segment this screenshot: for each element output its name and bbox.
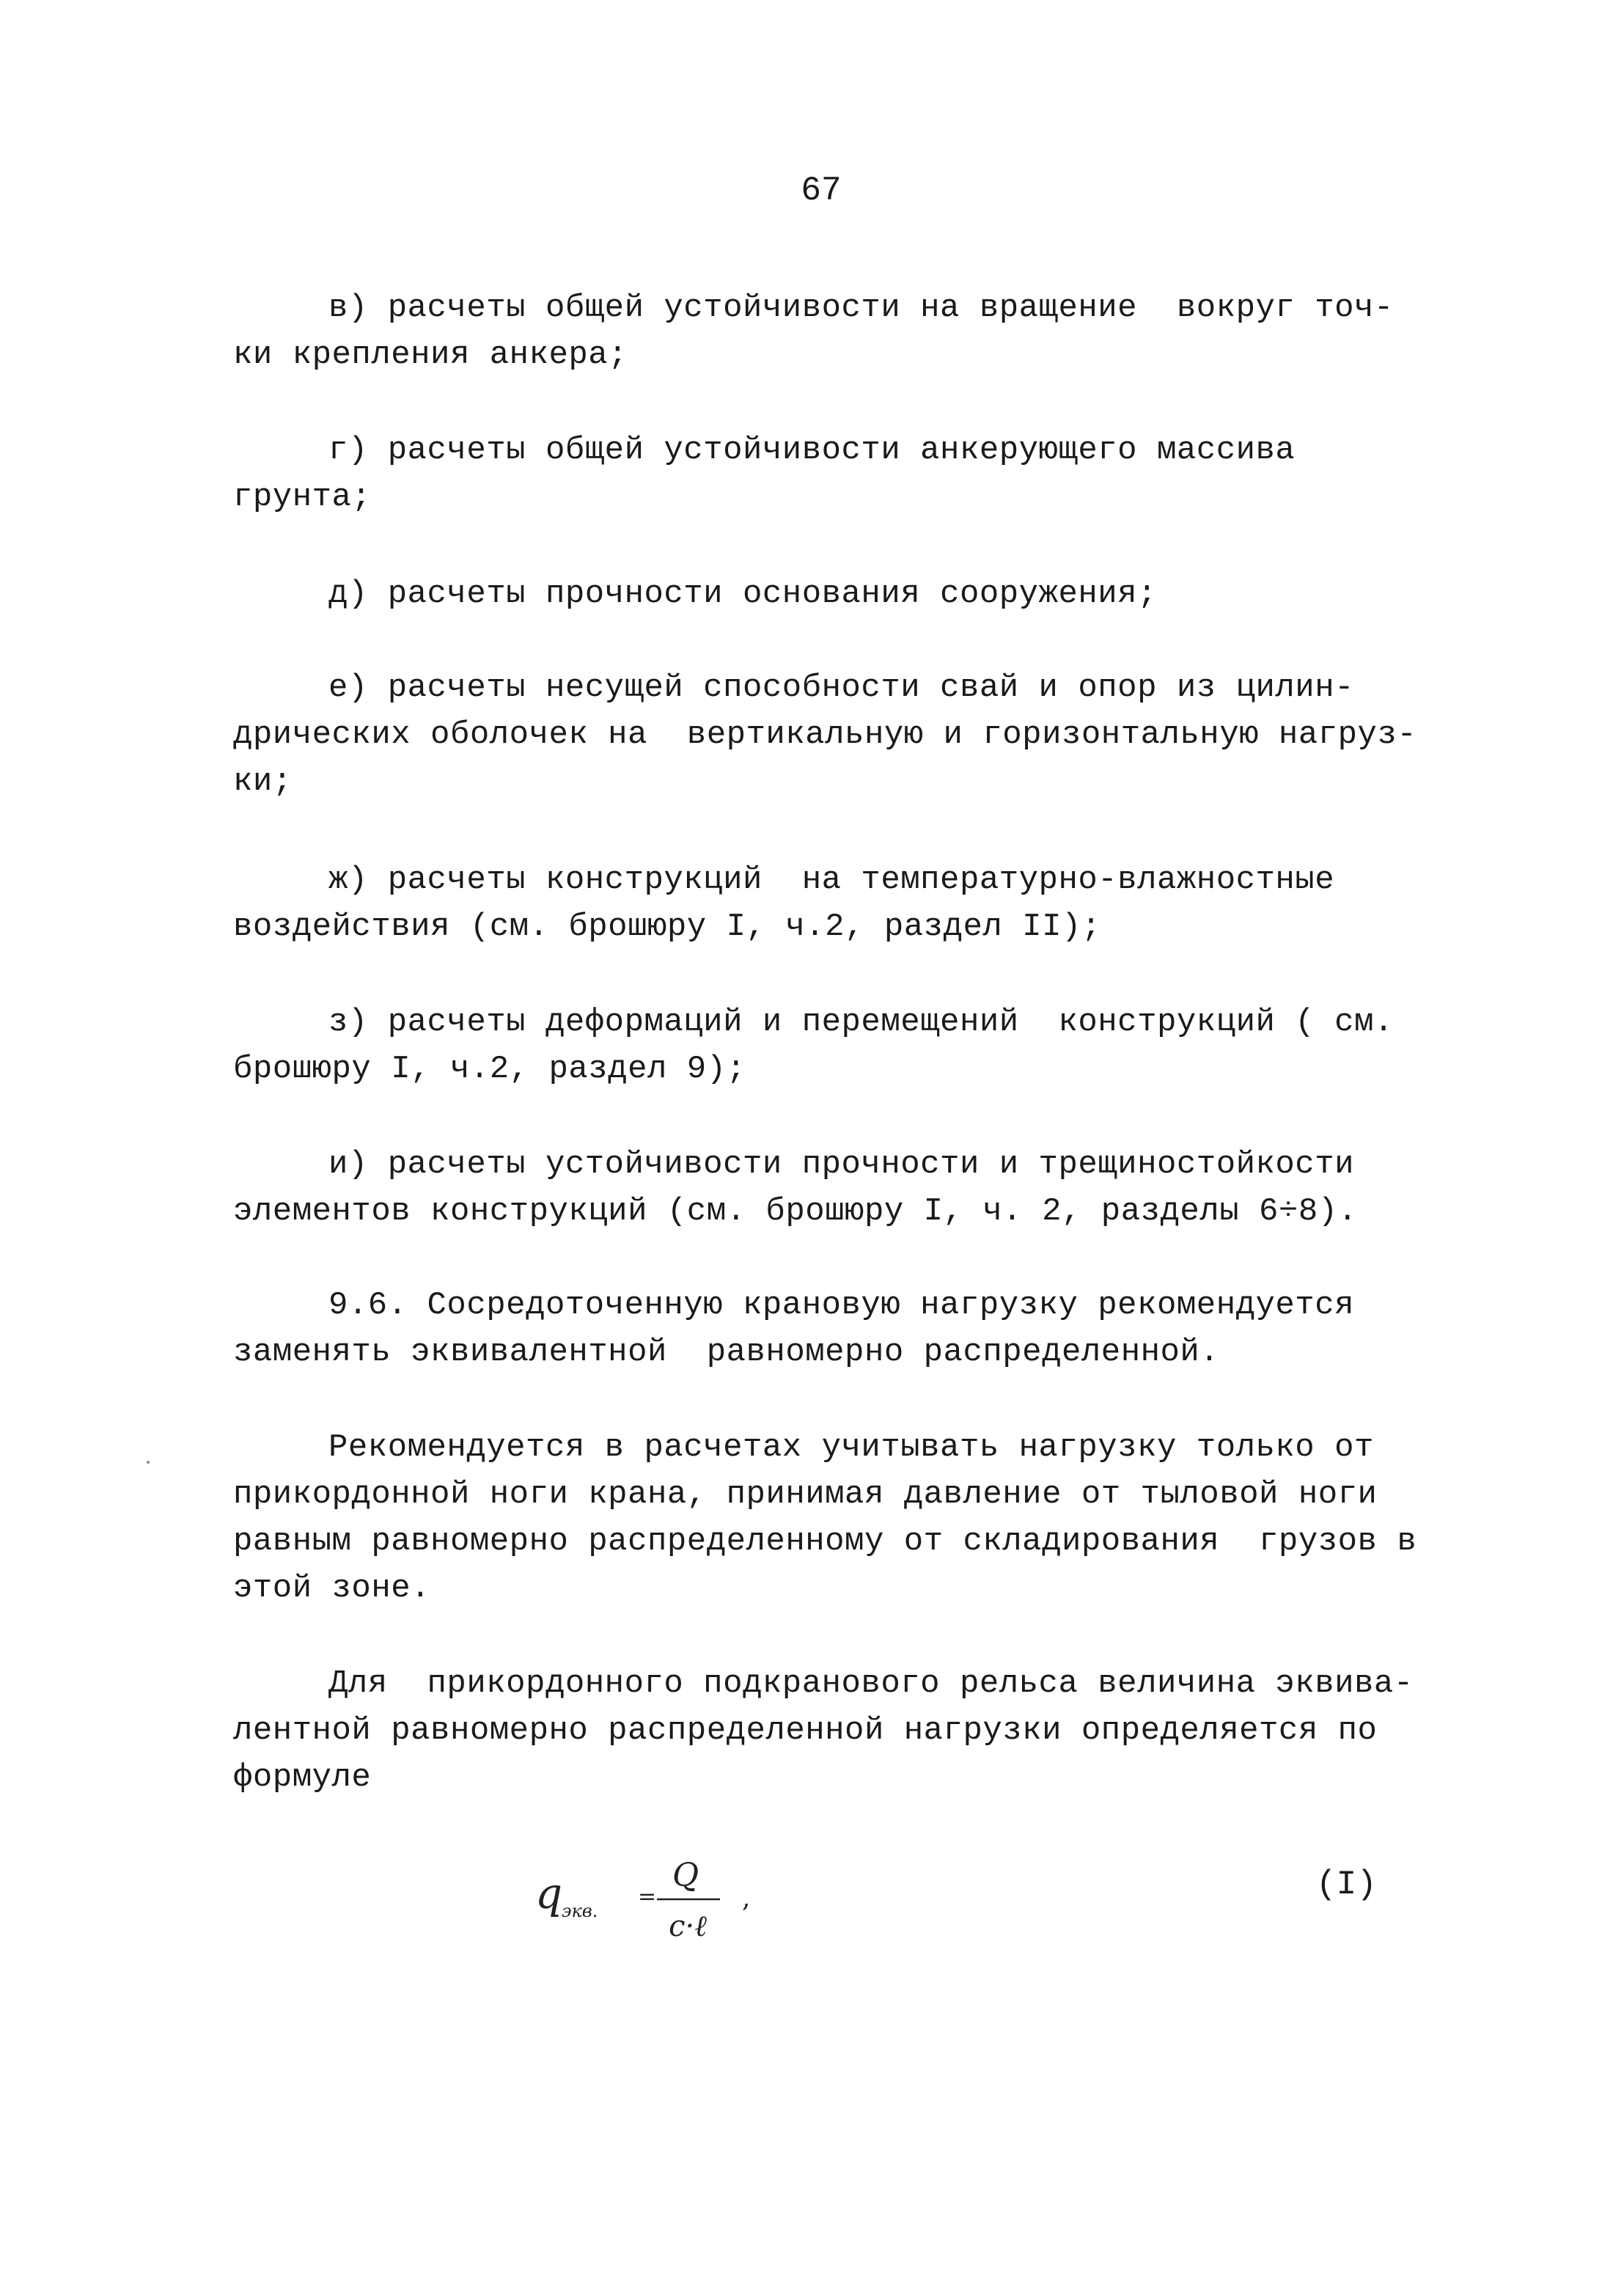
text-line: грунта; xyxy=(233,479,372,516)
text-line: Для прикордонного подкранового рельса величина эквива- xyxy=(328,1665,1414,1702)
formula-lhs-subscript: экв. xyxy=(562,1901,598,1921)
text-line: 9.6. Сосредоточенную крановую нагрузку рекомендуется xyxy=(328,1287,1355,1324)
text-line: ки крепления анкера; xyxy=(233,337,628,373)
formula-numerator: Q xyxy=(672,1857,699,1894)
list-item-v xyxy=(233,285,1392,378)
text-line: г) расчеты общей устойчивости анкерующего массива xyxy=(328,432,1296,469)
list-item-d xyxy=(233,571,1392,617)
text-line: элементов конструкций (см. брошюру I, ч. 2, разделы 6÷8). xyxy=(233,1193,1358,1230)
text-line: дрических оболочек на вертикальную и горизонтальную нагруз- xyxy=(233,716,1417,753)
margin-mark xyxy=(147,1461,150,1464)
paragraph-formula-intro xyxy=(233,1660,1414,1801)
formula-lhs: q xyxy=(535,1868,563,1918)
formula-denominator: c·ℓ xyxy=(669,1910,707,1943)
list-item-i xyxy=(233,1141,1392,1235)
paragraph-9-6 xyxy=(233,1282,1392,1376)
equation-number: (I) xyxy=(1316,1866,1377,1904)
text-line: прикордонной ноги крана, принимая давление от тыловой ноги xyxy=(233,1476,1378,1513)
list-item-g xyxy=(233,427,1392,521)
text-line: заменять эквивалентной равномерно распределенной. xyxy=(233,1334,1220,1371)
formula-equals: = xyxy=(638,1884,657,1910)
text-line: лентной равномерно распределенной нагрузки определяется по xyxy=(233,1712,1378,1749)
text-line: равным равномерно распределенному от складирования грузов в xyxy=(233,1523,1417,1560)
list-item-zh xyxy=(233,857,1392,950)
paragraph-recommendation xyxy=(233,1424,1417,1612)
list-item-z xyxy=(233,999,1392,1093)
text-line: Рекомендуется в расчетах учитывать нагрузку только от xyxy=(328,1429,1374,1466)
formula xyxy=(528,1841,865,1958)
text-line: з) расчеты деформаций и перемещений конструкций ( см. xyxy=(328,1004,1394,1041)
formula-svg xyxy=(528,1841,865,1958)
text-line: ки; xyxy=(233,763,293,800)
text-line: ж) расчеты конструкций на температурно-влажностные xyxy=(328,862,1335,898)
page-number: 67 xyxy=(801,172,842,210)
text-line: формуле xyxy=(233,1759,372,1796)
text-line: брошюру I, ч.2, раздел 9); xyxy=(233,1051,746,1088)
text-line: и) расчеты устойчивости прочности и трещиностойкости xyxy=(328,1146,1355,1183)
text-line: д) расчеты прочности основания сооружения; xyxy=(328,576,1157,612)
text-line: воздействия (см. брошюру I, ч.2, раздел II); xyxy=(233,909,1101,945)
text-line: е) расчеты несущей способности свай и опор из цилин- xyxy=(328,670,1355,706)
text-line: в) расчеты общей устойчивости на вращение вокруг точ- xyxy=(328,290,1394,326)
text-line: этой зоне. xyxy=(233,1570,431,1607)
formula-trailing-comma: , xyxy=(742,1883,751,1913)
list-item-e xyxy=(233,664,1417,805)
